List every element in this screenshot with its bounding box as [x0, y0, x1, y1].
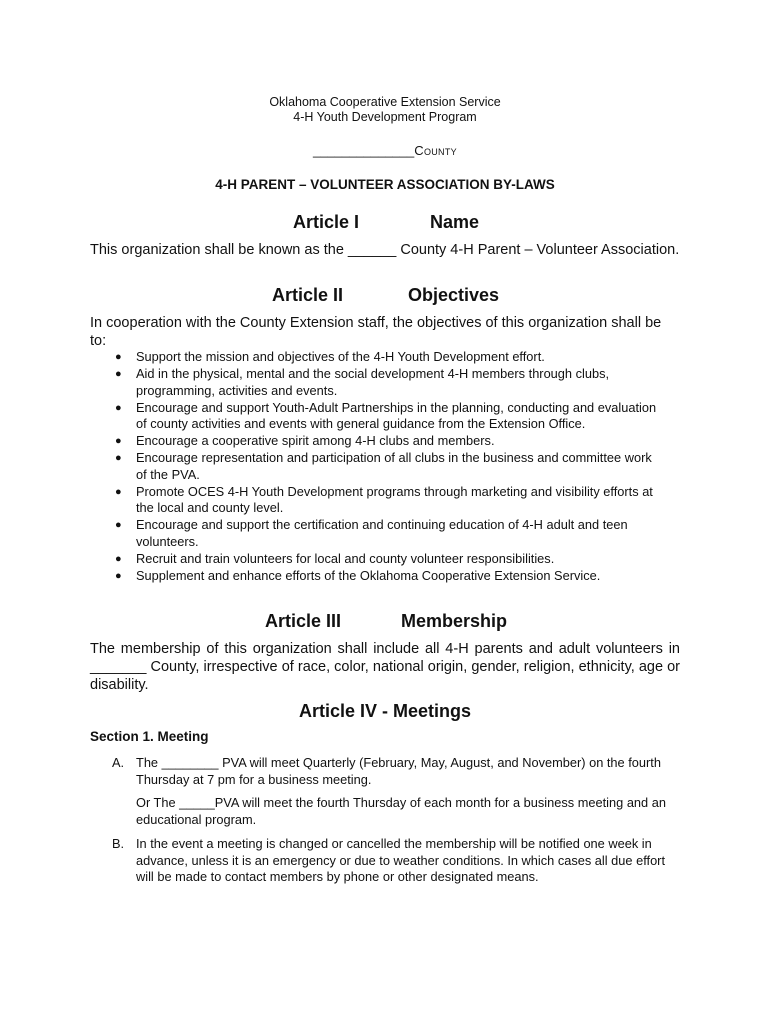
meeting-item-b — [112, 836, 672, 886]
bullet-icon: ● — [115, 401, 122, 414]
bullet-icon: ● — [115, 552, 122, 565]
objectives-list — [110, 349, 665, 585]
list-item-text: Encourage and support the certification and continuing education of 4-H adult and teen volunteers. — [136, 517, 628, 549]
list-item — [110, 366, 665, 399]
bullet-icon: ● — [115, 452, 122, 464]
list-item — [110, 551, 665, 568]
item-a-alt-text: Or The _____PVA will meet the fourth Thursday of each month for a business meeting and an educational program. — [136, 795, 666, 827]
article-3-text: The membership of this organization shall include all 4-H parents and adult volunteers in _______ County, irrespective of race, color, national origin, gender, religion, ethnicity, age or disability. — [90, 641, 680, 693]
article-3-name: Membership — [401, 611, 508, 631]
list-item — [110, 517, 665, 550]
bullet-icon: ● — [115, 519, 122, 531]
item-a-label: A. — [112, 755, 125, 770]
list-item — [110, 349, 665, 366]
article-2-name: Objectives — [408, 285, 500, 305]
meeting-item-a-alternative — [112, 795, 672, 828]
list-item-text: Support the mission and objectives of the 4-H Youth Development effort. — [136, 349, 545, 364]
item-a-text: The ________ PVA will meet Quarterly (February, May, August, and November) on the fourth Thursday at 7 pm for a business meeting. — [136, 755, 661, 787]
list-item — [110, 450, 665, 483]
bullet-icon: ● — [115, 435, 122, 447]
article-4-title: Article IV - Meetings — [298, 701, 472, 721]
article-3-number: Article III — [265, 611, 342, 631]
list-item-text: Encourage and support Youth-Adult Partnerships in the planning, conducting and evaluation of county activities and events with general guidance from the Extension Office. — [136, 399, 657, 431]
document-title: 4-H PARENT – VOLUNTEER ASSOCIATION BY-LAWS — [215, 177, 555, 192]
list-item — [110, 433, 665, 450]
list-item — [110, 400, 665, 433]
article-2-intro: In cooperation with the County Extension staff, the objectives of this organization shall be to: — [90, 315, 662, 349]
list-item-text: Encourage a cooperative spirit among 4-H clubs and members. — [136, 433, 495, 448]
item-b-label: B. — [112, 836, 125, 851]
header-program: 4-H Youth Development Program — [293, 110, 477, 124]
county-blank: ______________ — [313, 143, 415, 158]
article-1-name: Name — [430, 212, 480, 232]
list-item-text: Promote OCES 4-H Youth Development programs through marketing and visibility efforts at the local and county level. — [136, 483, 653, 515]
list-item — [110, 484, 665, 517]
article-2-number: Article II — [272, 285, 344, 305]
list-item-text: Aid in the physical, mental and the social development 4-H members through clubs, programming, activities and events. — [136, 366, 610, 398]
list-item-text: Encourage representation and participation of all clubs in the business and committee work of the PVA. — [136, 450, 652, 482]
article-1-number: Article I — [293, 212, 360, 232]
list-item — [110, 568, 665, 585]
meeting-item-a — [112, 755, 672, 788]
article-1-text: This organization shall be known as the ______ County 4-H Parent – Volunteer Association. — [90, 242, 680, 258]
bullet-icon: ● — [115, 368, 122, 380]
county-label: County — [414, 143, 457, 158]
bullet-icon: ● — [115, 351, 122, 363]
county-line — [0, 143, 770, 158]
item-b-text: In the event a meeting is changed or cancelled the membership will be notified one week in advance, unless it is an emergency or due to weather conditions. In which cases all due effort will be made to contact members by phone or other designated means. — [136, 836, 666, 884]
list-item-text: Recruit and train volunteers for local and county volunteer responsibilities. — [136, 550, 555, 566]
bullet-icon: ● — [115, 569, 122, 582]
list-item-text: Supplement and enhance efforts of the Oklahoma Cooperative Extension Service. — [136, 567, 601, 583]
bullet-icon: ● — [115, 485, 122, 498]
header-organization: Oklahoma Cooperative Extension Service — [269, 95, 501, 109]
section-1-heading: Section 1. Meeting — [90, 729, 209, 744]
